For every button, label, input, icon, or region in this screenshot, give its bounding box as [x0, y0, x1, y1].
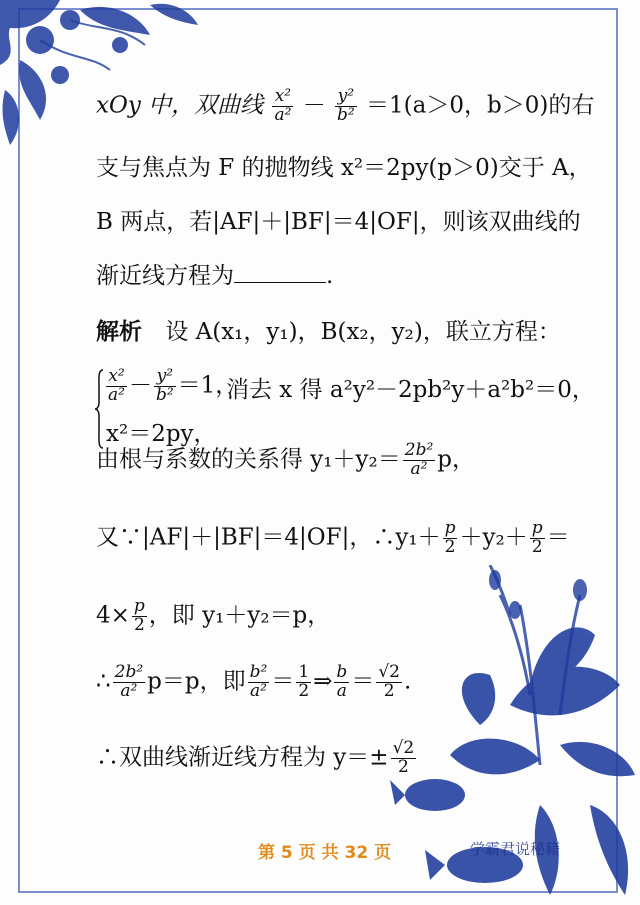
solution-text: ＝ — [351, 668, 375, 695]
problem-line-3: B 两点，若|AF|＋|BF|＝4|OF|，则该双曲线的 — [96, 209, 581, 235]
solution-text: ＋y₂＋ — [459, 524, 528, 551]
solution-text: 又∵|AF|＋|BF|＝4|OF|，∴y₁＋ — [96, 524, 441, 551]
fraction-numerator: 2b² — [114, 662, 144, 682]
page-number: 第 5 页 共 32 页 — [258, 843, 392, 863]
fraction-numerator: p — [444, 518, 456, 538]
fraction-denominator: 2 — [397, 756, 409, 777]
fraction-y2-b2 — [154, 368, 176, 405]
fraction-denominator: a — [336, 680, 347, 701]
fraction-numerator: √2 — [392, 738, 415, 758]
fraction-denominator: 2 — [298, 680, 310, 701]
problem-text: 渐近线方程为 — [96, 263, 234, 289]
problem-text: . — [326, 263, 334, 289]
fraction-p-2 — [443, 520, 458, 557]
solution-text: 4× — [96, 602, 130, 629]
fraction-numerator: y² — [154, 368, 176, 387]
solution-text: ∴双曲线渐近线方程为 y＝± — [96, 744, 389, 771]
system-row-1 — [106, 368, 238, 405]
fraction-numerator: √2 — [378, 662, 400, 682]
problem-line-4 — [96, 262, 333, 291]
fraction-x2-a2 — [272, 88, 293, 125]
sum-line — [96, 598, 330, 635]
fraction-denominator: a² — [108, 384, 125, 405]
fraction-denominator: a² — [410, 458, 428, 479]
fraction-numerator: p — [133, 596, 145, 616]
solution-text: ⇒ — [313, 668, 333, 695]
fraction-denominator: 2 — [133, 614, 145, 635]
fraction-numerator: p — [531, 518, 543, 538]
fraction-denominator: a² — [249, 680, 267, 701]
problem-text: ＝1(a＞0，b＞0)的右 — [366, 92, 595, 119]
fraction-denominator: a² — [120, 680, 138, 701]
solution-text: ＝ — [271, 668, 295, 695]
fraction-numerator: 1 — [298, 662, 310, 682]
solution-text: 设 A(x₁，y₁)，B(x₂，y₂)，联立方程： — [165, 319, 561, 345]
solution-text: ∴ — [96, 668, 111, 695]
vieta-line — [96, 442, 475, 479]
fraction-numerator: x² — [106, 368, 127, 387]
fraction-sqrt2-2 — [376, 664, 402, 701]
problem-line-2: 支与焦点为 F 的抛物线 x²＝2py(p＞0)交于 A， — [96, 155, 592, 181]
fraction-p-2 — [530, 520, 545, 557]
condition-line — [96, 520, 570, 557]
minus-sign: － — [302, 92, 326, 119]
fraction-p-2 — [132, 598, 147, 635]
fraction-b-a — [334, 664, 349, 701]
watermark-text: 学霸君说秘籍 — [470, 840, 561, 858]
minus-sign: － — [128, 372, 152, 399]
fraction-numerator: 2b² — [404, 440, 434, 460]
system-row-2: x²＝2py， — [106, 421, 217, 447]
fraction-2b2-a2 — [403, 442, 436, 479]
therefore-line — [96, 664, 411, 701]
fraction-denominator: 2 — [383, 680, 395, 701]
solution-text: ＝ — [546, 524, 570, 551]
fraction-denominator: 2 — [444, 536, 456, 557]
floral-ornament-top-left — [0, 0, 200, 150]
fraction-numerator: b² — [249, 662, 268, 682]
solution-label: 解析 — [96, 319, 142, 345]
problem-text: xOy 中，双曲线 — [96, 92, 264, 119]
fraction-denominator: b² — [155, 384, 174, 405]
final-answer-line — [96, 740, 418, 777]
solution-text: 由根与系数的关系得 y₁＋y₂＝ — [96, 446, 401, 473]
fraction-1-2 — [296, 664, 311, 701]
fraction-denominator: b² — [337, 104, 355, 125]
fraction-sqrt2-2 — [391, 740, 417, 777]
fraction-b2-a2 — [248, 664, 270, 701]
fraction-numerator: b — [336, 662, 348, 682]
fraction-numerator: x² — [272, 88, 293, 107]
fraction-denominator: 2 — [531, 536, 543, 557]
solution-line-1 — [96, 318, 561, 347]
fraction-y2-b2 — [335, 88, 357, 125]
solution-text: ＝1， — [177, 372, 239, 399]
solution-text: p， — [437, 446, 475, 473]
left-brace — [94, 368, 104, 450]
fraction-2b2-a2 — [113, 664, 146, 701]
solution-text: ，即 y₁＋y₂＝p， — [148, 602, 331, 629]
solution-text: p＝p，即 — [147, 668, 246, 695]
eliminate-line: 消去 x 得 a²y²－2pb²y＋a²b²＝0， — [226, 377, 595, 403]
solution-text: . — [403, 668, 412, 695]
fraction-x2-a2 — [106, 368, 127, 405]
answer-blank — [234, 262, 326, 283]
fraction-numerator: y² — [335, 88, 357, 107]
fraction-denominator: a² — [274, 104, 292, 125]
problem-line-1 — [96, 88, 594, 125]
